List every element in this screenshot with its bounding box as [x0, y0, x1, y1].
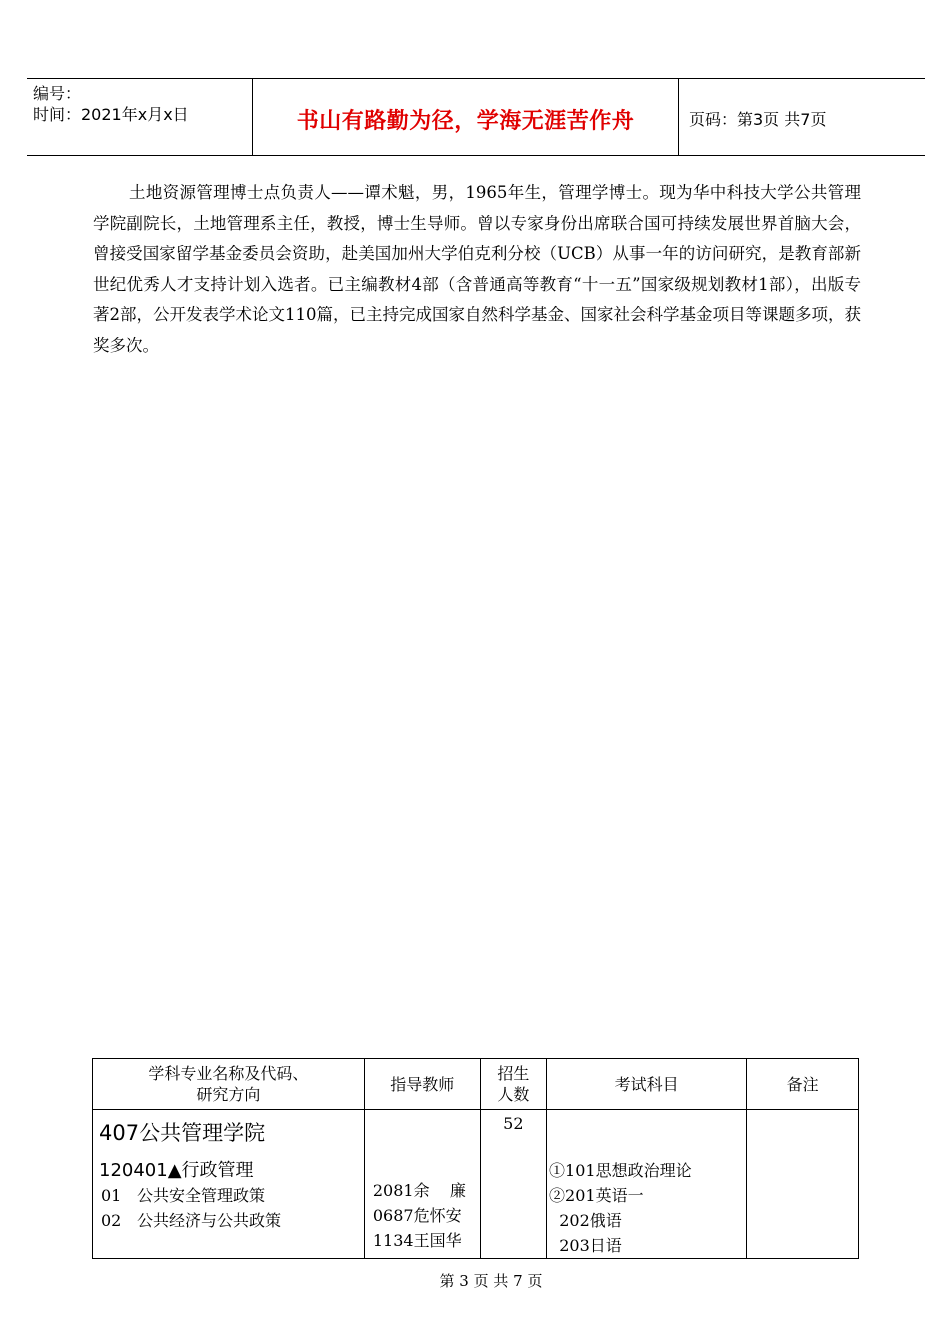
direction-code: 02	[101, 1211, 122, 1230]
subject-item: 202俄语	[549, 1211, 622, 1230]
header-major-line2: 研究方向	[196, 1085, 261, 1104]
subject-list	[549, 1158, 746, 1258]
quota-value: 52	[503, 1114, 524, 1133]
table-row	[93, 1110, 859, 1259]
table-header-row	[93, 1059, 859, 1110]
cell-major	[93, 1110, 365, 1259]
header-subjects: 考试科目	[547, 1059, 747, 1110]
tutor-item: 1134王国华	[372, 1231, 462, 1250]
header-tutor: 指导教师	[364, 1059, 480, 1110]
major-name: 120401▲行政管理	[99, 1160, 254, 1181]
header-quota	[480, 1059, 546, 1110]
header-quota-line2: 人数	[497, 1085, 530, 1104]
document-number-label: 编号：	[33, 84, 82, 103]
direction-name: 公共经济与公共政策	[137, 1211, 282, 1230]
cell-remark	[747, 1110, 859, 1259]
cell-quota	[480, 1110, 546, 1259]
department-name: 407公共管理学院	[99, 1121, 266, 1145]
header-page-info: 页码：第3页 共7页	[689, 109, 827, 129]
direction-item	[101, 1183, 364, 1208]
page-header	[27, 78, 925, 156]
tutor-list	[373, 1178, 480, 1253]
page-footer: 第 3 页 共 7 页	[439, 1272, 543, 1290]
subject-item: ①101思想政治理论	[549, 1161, 692, 1180]
document-time: 时间：2021年x月x日	[33, 105, 189, 124]
bio-paragraph: 土地资源管理博士点负责人——谭术魁，男，1965年生，管理学博士。现为华中科技大学公共管理学院副院长，土地管理系主任，教授，博士生导师。曾以专家身份出席联合国可持续发展世界首脑大会，曾接受国家留学基金委员会资助，赴美国加州大学伯克利分校（UCB）从事一年的访问研究，是教育部新世纪优秀人才支持计划入选者。已主编教材4部（含普通高等教育“十一五”国家级规划教材1部），出版专著2部，公开发表学术论文110篇，已主持完成国家自然科学基金、国家社会科学基金项目等课题多项，获奖多次。	[93, 183, 861, 355]
cell-tutors	[364, 1110, 480, 1259]
enrollment-table	[92, 1058, 859, 1259]
subject-item: 203日语	[549, 1236, 622, 1255]
direction-item	[101, 1208, 364, 1233]
header-remark: 备注	[747, 1059, 859, 1110]
header-motto: 书山有路勤为径，学海无涯苦作舟	[253, 79, 679, 155]
direction-name: 公共安全管理政策	[137, 1186, 266, 1205]
header-major	[93, 1059, 365, 1110]
tutor-item: 0687危怀安	[372, 1206, 462, 1225]
direction-code: 01	[101, 1186, 122, 1205]
cell-subjects	[547, 1110, 747, 1259]
subject-item: ②201英语一	[549, 1186, 644, 1205]
header-meta	[27, 79, 253, 155]
header-quota-line1: 招生	[497, 1064, 530, 1083]
header-major-line1: 学科专业名称及代码、	[148, 1064, 309, 1083]
tutor-item: 2081余 廉	[372, 1181, 466, 1200]
